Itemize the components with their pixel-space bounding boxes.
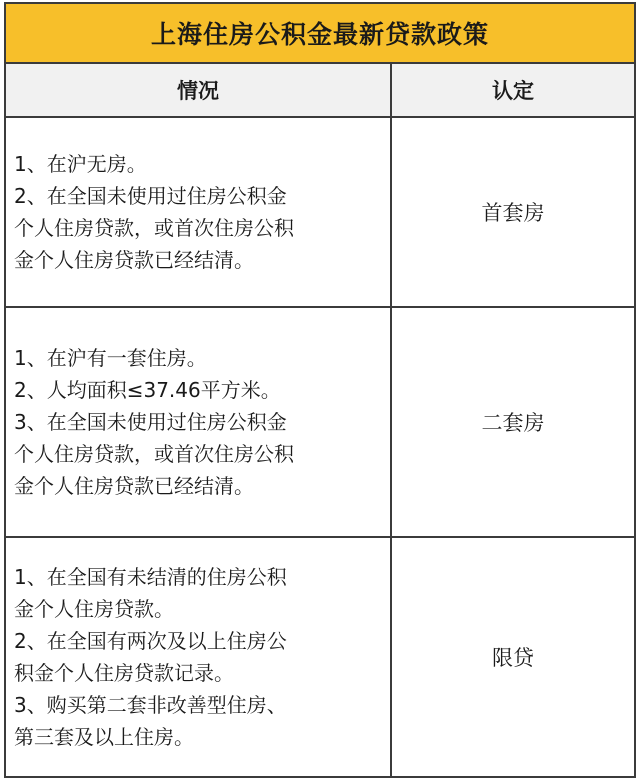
condition-line: 第三套及以上住房。 [14, 725, 194, 749]
table-row-loan-restricted [6, 538, 634, 776]
condition-line: 3、在全国未使用过住房公积金 [14, 410, 287, 434]
condition-line: 1、在全国有未结清的住房公积 [14, 565, 287, 589]
condition-line: 金个人住房贷款。 [14, 597, 174, 621]
table-title: 上海住房公积金最新贷款政策 [150, 20, 489, 49]
table-row-first-home [6, 118, 634, 308]
condition-line: 积金个人住房贷款记录。 [14, 661, 234, 685]
condition-line: 金个人住房贷款已经结清。 [14, 248, 254, 272]
table-row-second-home [6, 308, 634, 538]
policy-table [4, 2, 636, 778]
condition-line: 3、购买第二套非改善型住房、 [14, 693, 287, 717]
condition-line: 金个人住房贷款已经结清。 [14, 474, 254, 498]
condition-line: 2、在全国有两次及以上住房公 [14, 629, 287, 653]
condition-cell [6, 308, 390, 536]
result-cell: 二套房 [390, 308, 634, 536]
condition-line: 2、人均面积≤37.46平方米。 [14, 378, 281, 402]
result-cell: 首套房 [390, 118, 634, 306]
header-verdict: 认定 [390, 64, 634, 116]
condition-line: 1、在沪有一套住房。 [14, 346, 207, 370]
condition-line: 个人住房贷款，或首次住房公积 [14, 216, 294, 240]
result-cell: 限贷 [390, 538, 634, 776]
condition-line: 2、在全国未使用过住房公积金 [14, 184, 287, 208]
condition-cell [6, 538, 390, 776]
condition-line: 个人住房贷款，或首次住房公积 [14, 442, 294, 466]
header-row [6, 64, 634, 118]
condition-line: 1、在沪无房。 [14, 152, 147, 176]
title-bar [6, 4, 634, 64]
condition-cell [6, 118, 390, 306]
header-situation: 情况 [177, 79, 219, 103]
